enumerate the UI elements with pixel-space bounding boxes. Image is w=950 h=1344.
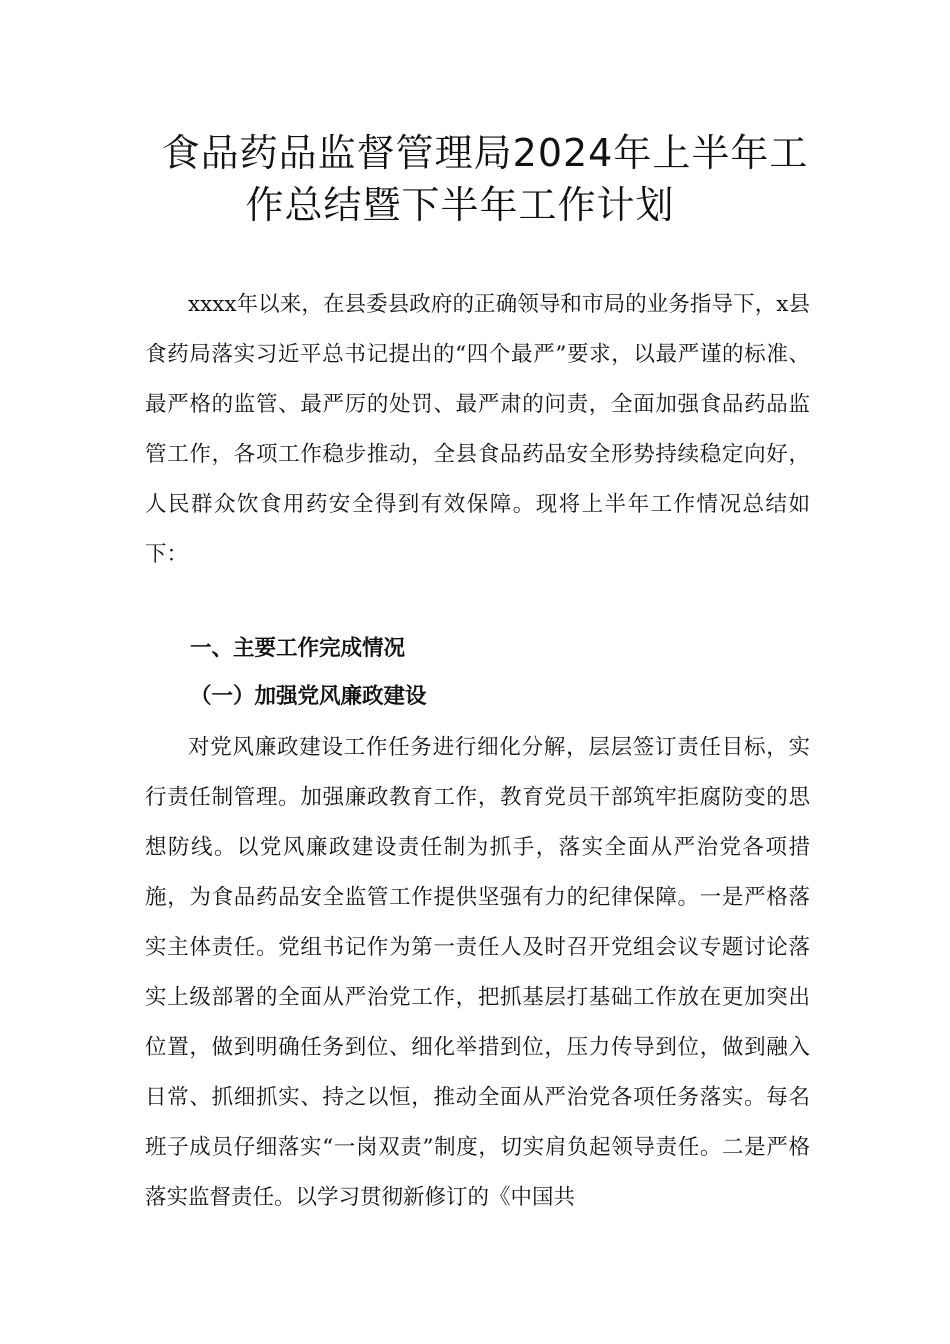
section-heading: 一、主要工作完成情况 (190, 636, 406, 661)
intro-section (145, 280, 810, 580)
section-body (145, 723, 810, 1223)
intro-paragraph: xxxx年以来，在县委县政府的正确领导和市局的业务指导下，x县食药局落实习近平总书记提出的“四个最严”要求，以最严谨的标准、最严格的监管、最严厉的处罚、最严肃的问责，全面加强食品药品监管工作，各项工作稳步推动，全县食品药品安全形势持续稳定向好，人民群众饮食用药安全得到有效保障。现将上半年工作情况总结如下： (145, 292, 810, 567)
document-title-line-2: 作总结暨下半年工作计划 (245, 183, 675, 227)
subsection-heading: （一）加强党风廉政建设 (190, 684, 427, 709)
document-title-line-1: 食品药品监督管理局2024年上半年工 (161, 131, 809, 175)
section-paragraph: 对党风廉政建设工作任务进行细化分解，层层签订责任目标，实行责任制管理。加强廉政教育工作，教育党员干部筑牢拒腐防变的思想防线。以党风廉政建设责任制为抓手，落实全面从严治党各项措施，为食品药品安全监管工作提供坚强有力的纪律保障。一是严格落实主体责任。党组书记作为第一责任人及时召开党组会议专题讨论落实上级部署的全面从严治党工作，把抓基层打基础工作放在更加突出位置，做到明确任务到位、细化举措到位，压力传导到位，做到融入日常、抓细抓实、持之以恒，推动全面从严治党各项任务落实。每名班子成员仔细落实“一岗双责”制度，切实肩负起领导责任。二是严格落实监督责任。以学习贯彻新修订的《中国共 (145, 735, 810, 1210)
